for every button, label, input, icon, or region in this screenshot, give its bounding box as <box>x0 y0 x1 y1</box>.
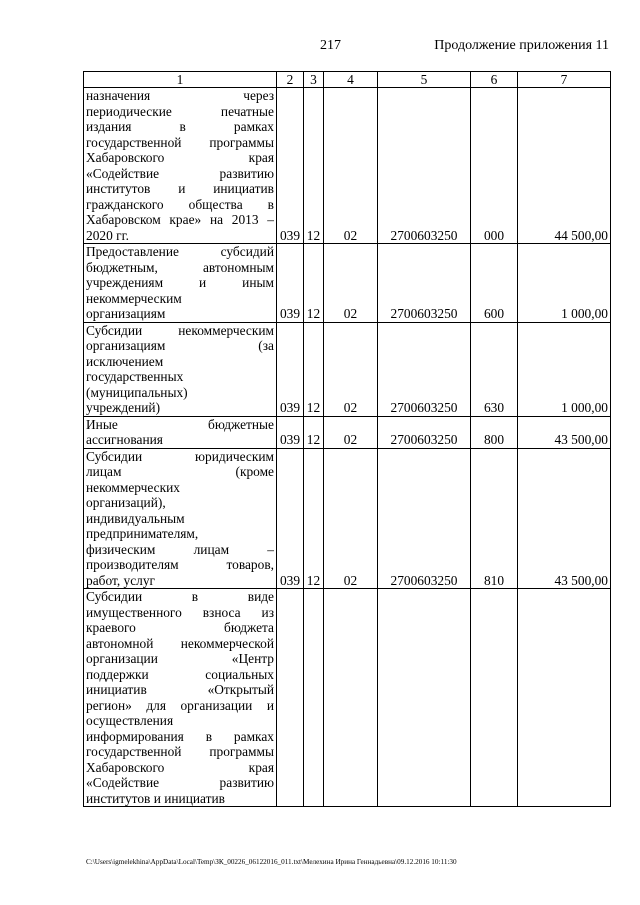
row-description <box>84 448 277 589</box>
row-description <box>84 244 277 323</box>
description-line: Субсидии юридическим <box>86 448 274 464</box>
description-line: инициатив «Открытый <box>86 682 274 697</box>
expense-type-cell <box>471 589 518 807</box>
section-code-cell: 12 <box>304 448 324 589</box>
row-description <box>84 322 277 416</box>
description-line: работ, услуг <box>86 572 156 588</box>
description-line: государственной программы <box>86 134 274 150</box>
target-article-cell: 2700603250 <box>378 416 471 448</box>
description-line: организациям <box>86 306 166 321</box>
expense-type-cell: 600 <box>471 244 518 323</box>
description-line: организациям (за <box>86 338 274 353</box>
column-header: 2 <box>277 72 304 88</box>
description-line: некоммерческим <box>86 290 182 306</box>
description-line: государственной программы <box>86 744 274 759</box>
description-line: институтов и инициатив <box>86 181 274 196</box>
row-description <box>84 589 277 807</box>
subsection-code-cell: 02 <box>324 322 378 416</box>
description-line: 2020 гг. <box>86 227 129 243</box>
expense-type-cell: 000 <box>471 88 518 244</box>
column-header: 4 <box>324 72 378 88</box>
description-line: бюджетным, автономным <box>86 259 274 275</box>
description-line: исключением <box>86 353 164 369</box>
amount-cell: 43 500,00 <box>518 416 611 448</box>
target-article-cell <box>378 589 471 807</box>
section-code-cell: 12 <box>304 88 324 244</box>
description-line: лицам (кроме <box>86 464 274 479</box>
amount-cell: 44 500,00 <box>518 88 611 244</box>
footer-file-path: C:\Users\igmelekhina\AppData\Local\Temp\ЗК_00226_06122016_011.txt\Мелехина Ирина Геннадьевна\09.12.2016 10:11:30 <box>86 858 457 866</box>
column-header: 3 <box>304 72 324 88</box>
column-header: 6 <box>471 72 518 88</box>
description-line: ассигнования <box>86 432 163 447</box>
table-row <box>84 589 611 807</box>
subsection-code-cell: 02 <box>324 88 378 244</box>
section-code-cell: 12 <box>304 322 324 416</box>
column-header: 1 <box>84 72 277 88</box>
expense-type-cell: 800 <box>471 416 518 448</box>
description-line: (муниципальных) <box>86 384 188 400</box>
table-row <box>84 416 611 448</box>
description-line: предпринимателям, <box>86 526 199 541</box>
ministry-code-cell: 039 <box>277 322 304 416</box>
description-line: назначения через <box>86 88 274 103</box>
description-line: поддержки социальных <box>86 666 274 682</box>
target-article-cell: 2700603250 <box>378 244 471 323</box>
ministry-code-cell: 039 <box>277 448 304 589</box>
ministry-code-cell <box>277 589 304 807</box>
description-line: автономной некоммерческой <box>86 635 274 651</box>
column-header: 5 <box>378 72 471 88</box>
description-line: издания в рамках <box>86 119 274 134</box>
description-line: организации «Центр <box>86 651 274 666</box>
description-line: индивидуальным <box>86 510 185 526</box>
amount-cell: 1 000,00 <box>518 322 611 416</box>
budget-table <box>83 71 611 807</box>
section-code-cell: 12 <box>304 244 324 323</box>
row-description <box>84 88 277 244</box>
description-line: Предоставление субсидий <box>86 244 274 259</box>
page-number: 217 <box>320 38 341 53</box>
description-line: некоммерческих <box>86 479 180 495</box>
table-header-row <box>84 72 611 88</box>
description-line: Субсидии некоммерческим <box>86 322 274 338</box>
description-line: осуществления <box>86 713 174 728</box>
description-line: производителям товаров, <box>86 557 274 572</box>
target-article-cell: 2700603250 <box>378 448 471 589</box>
description-line: организаций), <box>86 495 166 510</box>
subsection-code-cell <box>324 589 378 807</box>
description-line: институтов и инициатив <box>86 790 225 806</box>
description-line: государственных <box>86 369 184 384</box>
description-line: регион» для организации и <box>86 697 274 713</box>
description-line: периодические печатные <box>86 103 274 119</box>
description-line: имущественного взноса из <box>86 604 274 620</box>
section-code-cell: 12 <box>304 416 324 448</box>
description-line: гражданского общества в <box>86 196 274 212</box>
target-article-cell: 2700603250 <box>378 88 471 244</box>
target-article-cell: 2700603250 <box>378 322 471 416</box>
amount-cell <box>518 589 611 807</box>
description-line: краевого бюджета <box>86 620 274 635</box>
amount-cell: 43 500,00 <box>518 448 611 589</box>
row-description <box>84 416 277 448</box>
description-line: информирования в рамках <box>86 728 274 744</box>
description-line: учреждениям и иным <box>86 275 274 290</box>
ministry-code-cell: 039 <box>277 88 304 244</box>
description-line: физическим лицам – <box>86 541 274 557</box>
section-code-cell <box>304 589 324 807</box>
column-header: 7 <box>518 72 611 88</box>
table-row <box>84 448 611 589</box>
description-line: Субсидии в виде <box>86 589 274 604</box>
table-row <box>84 322 611 416</box>
description-line: Хабаровского края <box>86 759 274 775</box>
ministry-code-cell: 039 <box>277 244 304 323</box>
description-line: «Содействие развитию <box>86 165 274 181</box>
description-line: Хабаровского края <box>86 150 274 165</box>
table-row <box>84 88 611 244</box>
description-line: «Содействие развитию <box>86 775 274 790</box>
description-line: Хабаровском крае» на 2013 – <box>86 212 274 227</box>
description-line: Иные бюджетные <box>86 416 274 432</box>
subsection-code-cell: 02 <box>324 416 378 448</box>
table-row <box>84 244 611 323</box>
expense-type-cell: 810 <box>471 448 518 589</box>
subsection-code-cell: 02 <box>324 244 378 323</box>
appendix-continuation-label: Продолжение приложения 11 <box>434 38 609 53</box>
subsection-code-cell: 02 <box>324 448 378 589</box>
amount-cell: 1 000,00 <box>518 244 611 323</box>
expense-type-cell: 630 <box>471 322 518 416</box>
ministry-code-cell: 039 <box>277 416 304 448</box>
table-body <box>84 88 611 807</box>
description-line: учреждений) <box>86 400 161 415</box>
